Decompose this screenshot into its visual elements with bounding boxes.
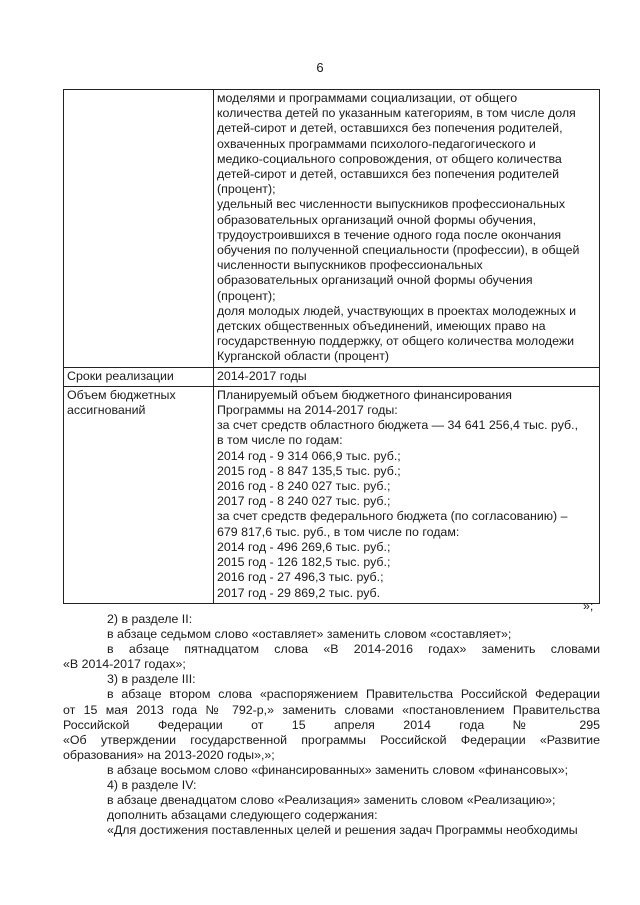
goals-text-line: трудоустроившихся в течение одного года после окончания [217, 227, 562, 242]
budget-text-line: 2016 год - 27 496,3 тыс. руб.; [217, 570, 384, 585]
budget-text-line: 2015 год - 8 847 135,5 тыс. руб.; [217, 463, 401, 478]
paragraph: Российской Федерации от 15 апреля 2014 года № 295 [63, 717, 600, 732]
budget-text-line: 2014 год - 9 314 066,9 тыс. руб.; [217, 448, 401, 463]
paragraph: «Об утверждении государственной программы Российской Федерации «Развитие [63, 732, 600, 747]
table-row-goals [64, 90, 600, 368]
goals-text-line: удельный вес численности выпускников профессиональных [217, 197, 566, 212]
paragraph: в абзаце втором слова «распоряжением Правительства Российской Федерации [107, 687, 600, 702]
goals-label-cell [64, 90, 214, 368]
page-number: 6 [316, 60, 324, 75]
goals-value-cell [214, 90, 600, 368]
section-2-heading: 2) в разделе II: [107, 612, 193, 626]
budget-text-line: в том числе по годам: [217, 433, 343, 448]
section-4-heading: 4) в разделе IV: [107, 778, 197, 793]
paragraph: «В 2014-2017 годах»; [63, 657, 186, 672]
paragraph: в абзаце седьмом слово «оставляет» заменить словом «составляет»; [107, 627, 512, 642]
table-row-budget [64, 386, 600, 603]
budget-value-cell [214, 386, 600, 603]
goals-text-line: количества детей по указанным категориям, в том числе доля [217, 106, 576, 121]
goals-text-line: образовательных организаций очной формы обучения [217, 273, 533, 288]
goals-text-line: (процент); [217, 182, 276, 197]
goals-text-line: образовательных организаций очной формы обучения, [217, 212, 537, 227]
budget-text-line: 2017 год - 8 240 027 тыс. руб.; [217, 494, 391, 509]
paragraph: от 15 мая 2013 года № 792-р,» заменить словами «постановлением Правительства [63, 702, 600, 717]
budget-text-line: 2015 год - 126 182,5 тыс. руб.; [217, 555, 391, 570]
budget-text-line: 679 817,6 тыс. руб., в том числе по годам: [217, 524, 460, 539]
budget-label-line: Объем бюджетных [67, 387, 176, 402]
budget-text-line: 2016 год - 8 240 027 тыс. руб.; [217, 479, 391, 494]
budget-text-line: Планируемый объем бюджетного финансирования [217, 387, 512, 402]
budget-label-cell [64, 386, 214, 603]
goals-text-line: медико-социального сопровождения, от общего количества [217, 151, 562, 166]
budget-text-line: Программы на 2014-2017 годы: [217, 403, 398, 418]
paragraph: в абзаце двенадцатом слово «Реализация» заменить словом «Реализацию»; [107, 793, 556, 808]
paragraph: образования» на 2013-2020 годы»,»; [63, 747, 275, 762]
goals-text-line: охваченных программами психолого-педагогического и [217, 136, 536, 151]
goals-text-line: моделями и программами социализации, от общего [217, 91, 518, 105]
terms-value-cell: 2014-2017 годы [214, 367, 600, 386]
program-passport-table [63, 89, 600, 604]
budget-text-line: 2014 год - 496 269,6 тыс. руб.; [217, 539, 391, 554]
goals-text-line: государственную поддержку, от общего количества молодежи [217, 334, 575, 349]
budget-text-line: за счет средств областного бюджета — 34 641 256,4 тыс. руб., [217, 418, 579, 433]
goals-text-line: детей-сирот и детей, оставшихся без попечения родителей, [217, 121, 563, 136]
goals-text-line: обучения по полученной специальности (профессии), в общей [217, 243, 580, 258]
goals-text-line: детей-сирот и детей, оставшихся без попечения родителей [217, 167, 560, 182]
goals-text-line: численности выпускников профессиональных [217, 258, 483, 273]
table-row-terms [64, 367, 600, 386]
budget-label-line: ассигнований [67, 403, 146, 418]
budget-text-line: за счет средств федерального бюджета (по согласованию) – [217, 509, 568, 524]
terms-label-cell: Сроки реализации [64, 367, 214, 386]
budget-text-line: 2017 год - 29 869,2 тыс. руб. [217, 585, 381, 600]
paragraph: «Для достижения поставленных целей и решения задач Программы необходимы [107, 823, 578, 838]
goals-text-line: доля молодых людей, участвующих в проектах молодежных и [217, 303, 577, 318]
goals-text-line: детских общественных объединений, имеющих право на [217, 319, 546, 334]
paragraph: в абзаце восьмом слово «финансированных» заменить словом «финансовых»; [107, 762, 569, 777]
goals-text-line: Курганской области (процент) [217, 349, 390, 364]
goals-text-line: (процент); [217, 288, 276, 303]
amendments-text [63, 612, 600, 838]
paragraph: дополнить абзацами следующего содержания: [107, 808, 378, 823]
closing-quote: »; [583, 599, 594, 613]
section-3-heading: 3) в разделе III: [107, 672, 196, 687]
paragraph: в абзаце пятнадцатом слова «В 2014-2016 годах» заменить словами [107, 642, 600, 657]
